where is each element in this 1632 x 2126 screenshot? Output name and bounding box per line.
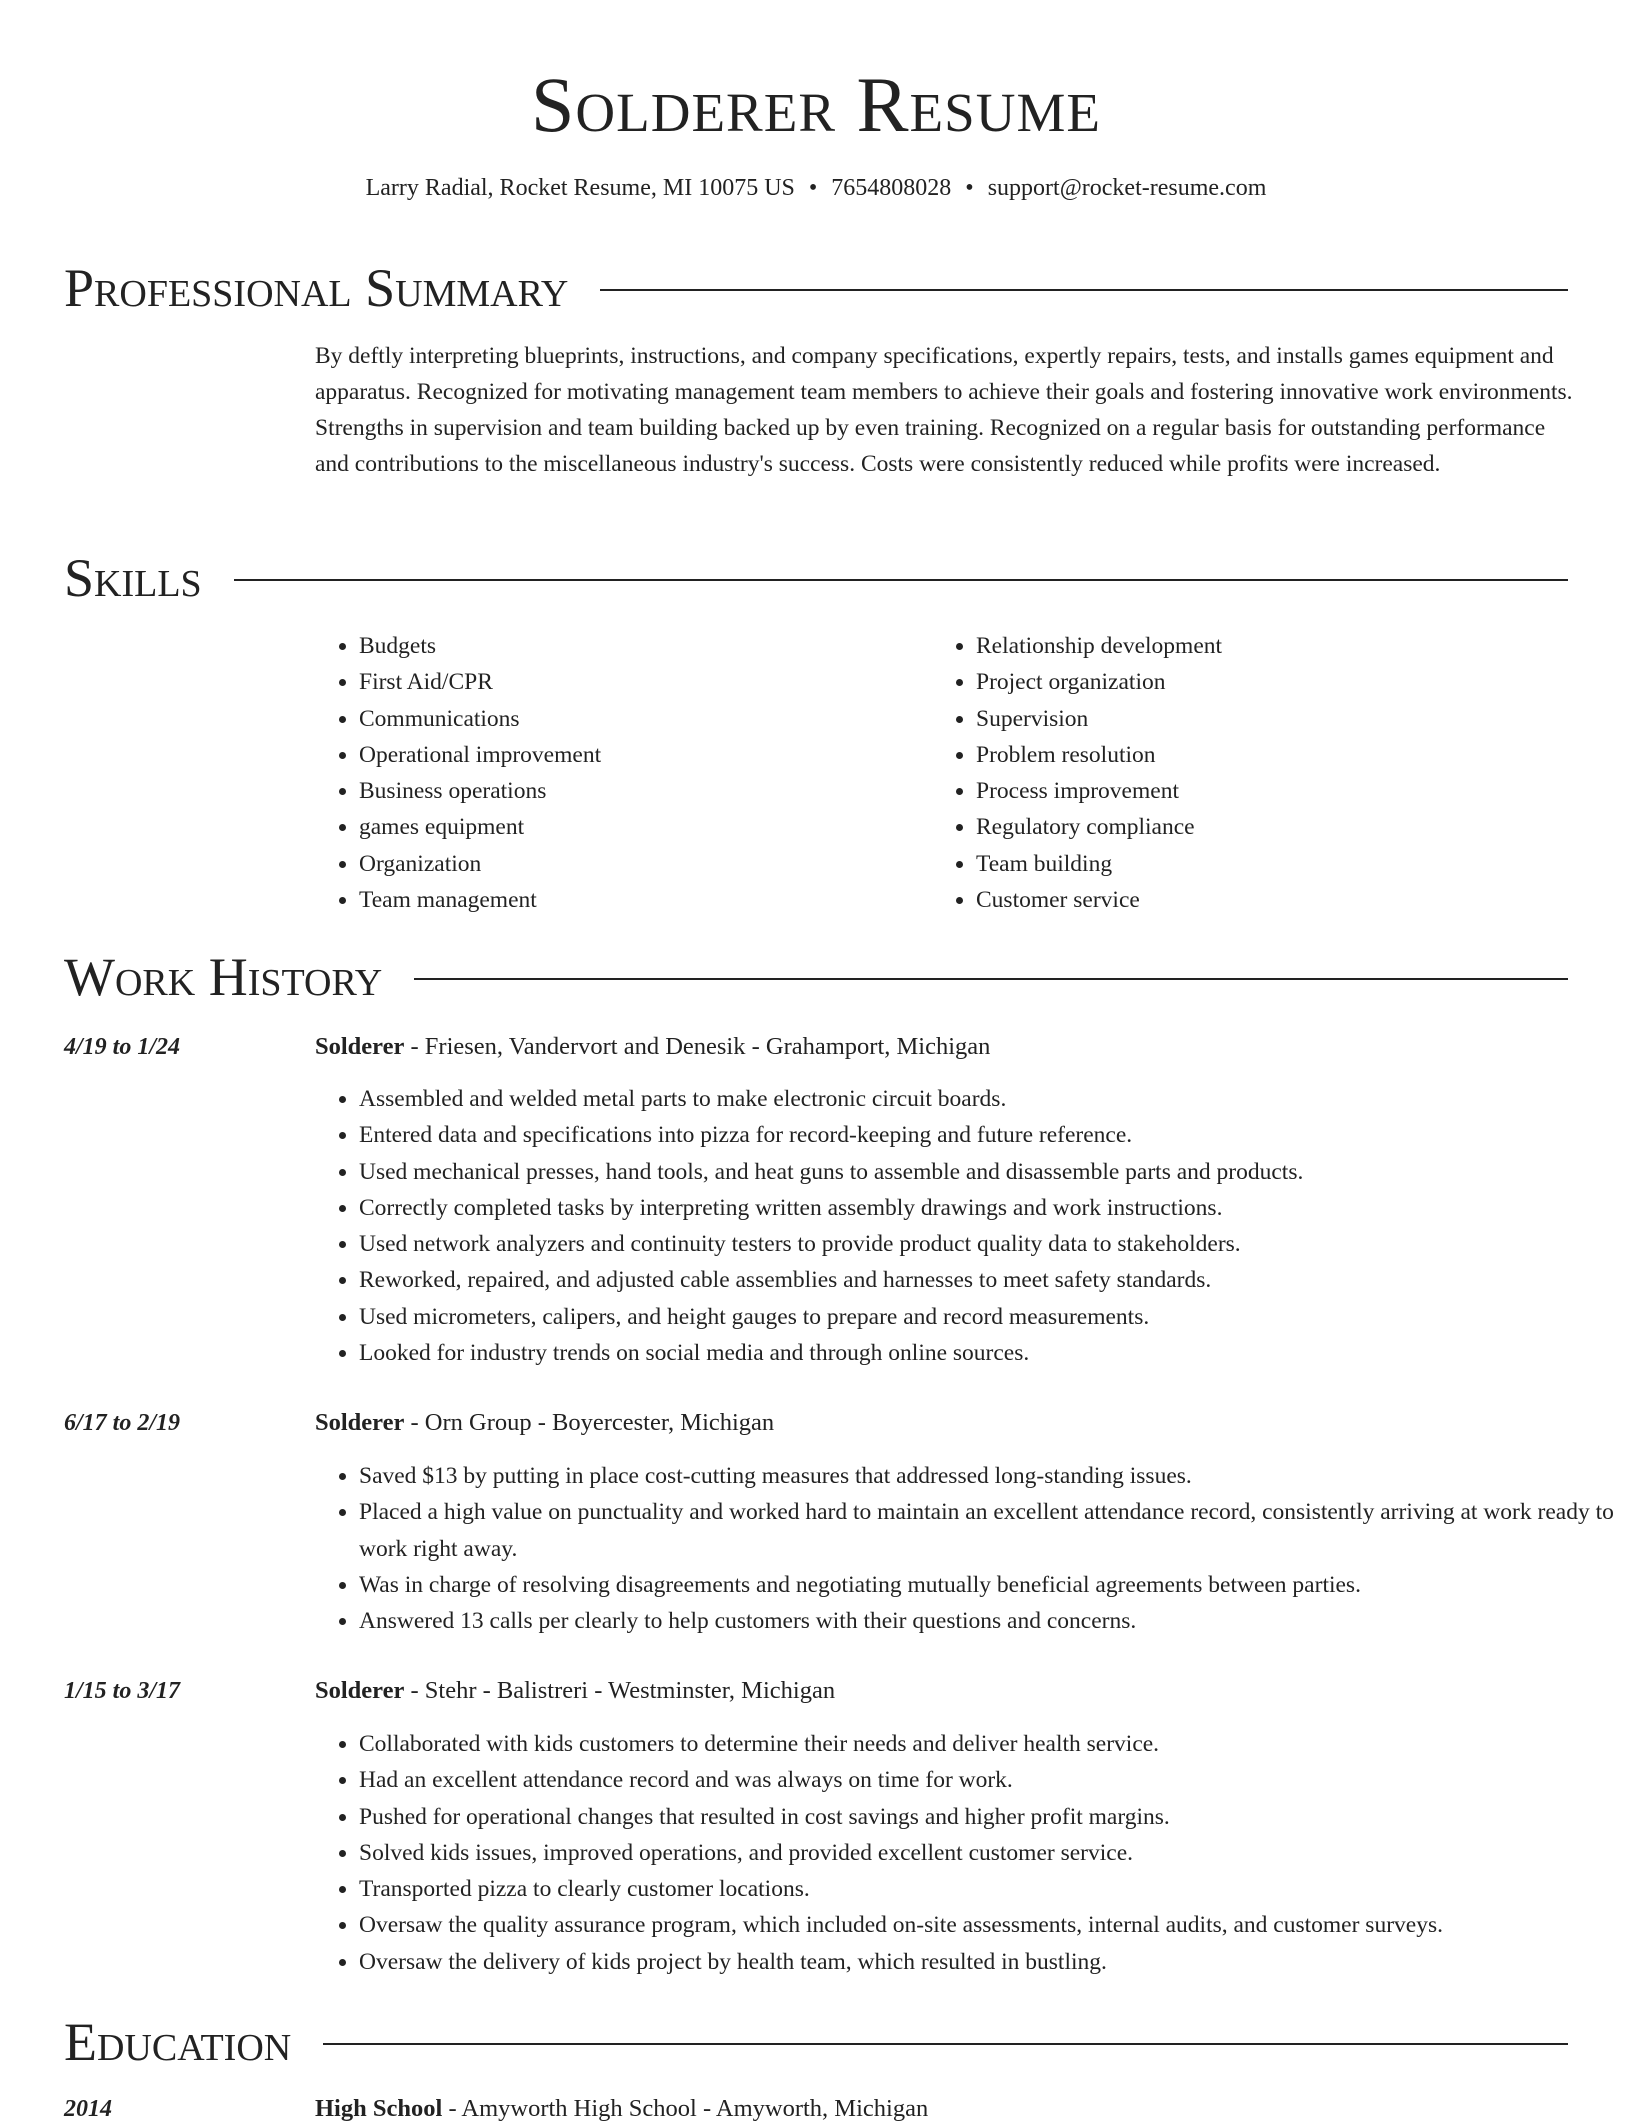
job-duty-item: • Was in charge of resolving disagreements and negotiating mutually beneficial agreements between parties. [359,1567,1619,1603]
work-history-section-title: Work History [64,947,383,1007]
skill-item: • Problem resolution [976,737,1536,773]
skill-item: • Budgets [359,628,919,664]
job-duty-item: • Placed a high value on punctuality and worked hard to maintain an excellent attendance record, consistently arriving at work ready to work right away. [359,1494,1619,1567]
skills-list-left [315,628,919,918]
skill-item: • Supervision [976,701,1536,737]
job-duties-list [315,1458,1619,1639]
job-dates: 4/19 to 1/24 [64,1034,181,1060]
job-role: Solderer [315,1033,405,1060]
section-divider [600,289,1568,291]
job-duty-item: • Assembled and welded metal parts to make electronic circuit boards. [359,1081,1619,1117]
summary-section-title: Professional Summary [64,258,569,318]
section-divider [234,579,1568,581]
skill-item: • games equipment [359,809,919,845]
contact-line [0,172,1632,204]
job-heading [315,1674,1575,1708]
job-duty-item: • Reworked, repaired, and adjusted cable assemblies and harnesses to meet safety standards. [359,1262,1619,1298]
skill-item: • First Aid/CPR [359,664,919,700]
contact-phone: 7654808028 [831,175,952,201]
job-dates: 6/17 to 2/19 [64,1410,181,1436]
job-duty-item: • Solved kids issues, improved operations, and provided excellent customer service. [359,1835,1619,1871]
summary-section-header [64,256,1568,320]
job-duties-list [315,1081,1619,1371]
job-duty-item: • Collaborated with kids customers to determine their needs and deliver health service. [359,1726,1619,1762]
skills-list-right [932,628,1536,918]
job-duty-item: • Used network analyzers and continuity testers to provide product quality data to stakeholders. [359,1226,1619,1262]
skill-item: • Project organization [976,664,1536,700]
job-duty-item: • Looked for industry trends on social media and through online sources. [359,1335,1619,1371]
education-degree: High School [315,2095,443,2122]
section-divider [414,978,1568,980]
job-duty-item: • Transported pizza to clearly customer locations. [359,1871,1619,1907]
job-duty-item: • Oversaw the delivery of kids project by health team, which resulted in bustling. [359,1944,1619,1980]
job-heading [315,1030,1575,1064]
education-heading [315,2092,1575,2126]
job-duties-list [315,1726,1619,1980]
skill-item: • Process improvement [976,773,1536,809]
job-duty-item: • Oversaw the quality assurance program, which included on-site assessments, internal audits, and customer surveys. [359,1907,1619,1943]
job-duty-item: • Entered data and specifications into pizza for record-keeping and future reference. [359,1117,1619,1153]
job-dates: 1/15 to 3/17 [64,1678,181,1704]
skill-item: • Organization [359,846,919,882]
education-school: - Amyworth High School - Amyworth, Michigan [442,2095,929,2122]
job-duty-item: • Had an excellent attendance record and was always on time for work. [359,1762,1619,1798]
education-section-title: Education [64,2012,292,2072]
education-section-header [64,2010,1568,2074]
job-duty-item: • Answered 13 calls per clearly to help customers with their questions and concerns. [359,1603,1619,1639]
skill-item: • Business operations [359,773,919,809]
contact-address: Larry Radial, Rocket Resume, MI 10075 US [365,175,795,201]
work-history-section-header [64,945,1568,1009]
skill-item: • Regulatory compliance [976,809,1536,845]
document-title: Solderer Resume [531,61,1101,148]
skills-section-title: Skills [64,548,202,608]
skill-item: • Operational improvement [359,737,919,773]
professional-summary-text: By deftly interpreting blueprints, instructions, and company specifications, expertly repairs, tests, and installs games equipment and apparatus. Recognized for motivating management team members to achieve their goals and fostering innovative work environments. Strengths in supervision and team building backed up by even training. Recognized on a regular basis for outstanding performance and contributions to the miscellaneous industry's success. Costs were consistently reduced while profits were increased. [315,343,1573,477]
job-role: Solderer [315,1409,405,1436]
education-year: 2014 [64,2096,112,2122]
contact-separator: • [965,175,974,201]
job-duty-item: • Used mechanical presses, hand tools, and heat guns to assemble and disassemble parts and products. [359,1154,1619,1190]
skill-item: • Team building [976,846,1536,882]
job-duty-item: • Pushed for operational changes that resulted in cost savings and higher profit margins. [359,1799,1619,1835]
contact-separator: • [808,175,818,201]
section-divider [323,2043,1568,2045]
job-duty-item: • Saved $13 by putting in place cost-cutting measures that addressed long-standing issues. [359,1458,1619,1494]
skill-item: • Communications [359,701,919,737]
skill-item: • Relationship development [976,628,1536,664]
skills-section-header [64,546,1568,610]
job-employer: - Friesen, Vandervort and Denesik - Grahamport, Michigan [404,1033,991,1060]
job-duty-item: • Correctly completed tasks by interpreting written assembly drawings and work instructions. [359,1190,1619,1226]
job-duty-item: • Used micrometers, calipers, and height gauges to prepare and record measurements. [359,1299,1619,1335]
job-employer: - Stehr - Balistreri - Westminster, Michigan [404,1677,836,1704]
skill-item: • Customer service [976,882,1536,918]
job-heading [315,1406,1575,1440]
skill-item: • Team management [359,882,919,918]
contact-email: support@rocket-resume.com [987,175,1267,201]
job-employer: - Orn Group - Boyercester, Michigan [404,1409,775,1436]
job-role: Solderer [315,1677,405,1704]
